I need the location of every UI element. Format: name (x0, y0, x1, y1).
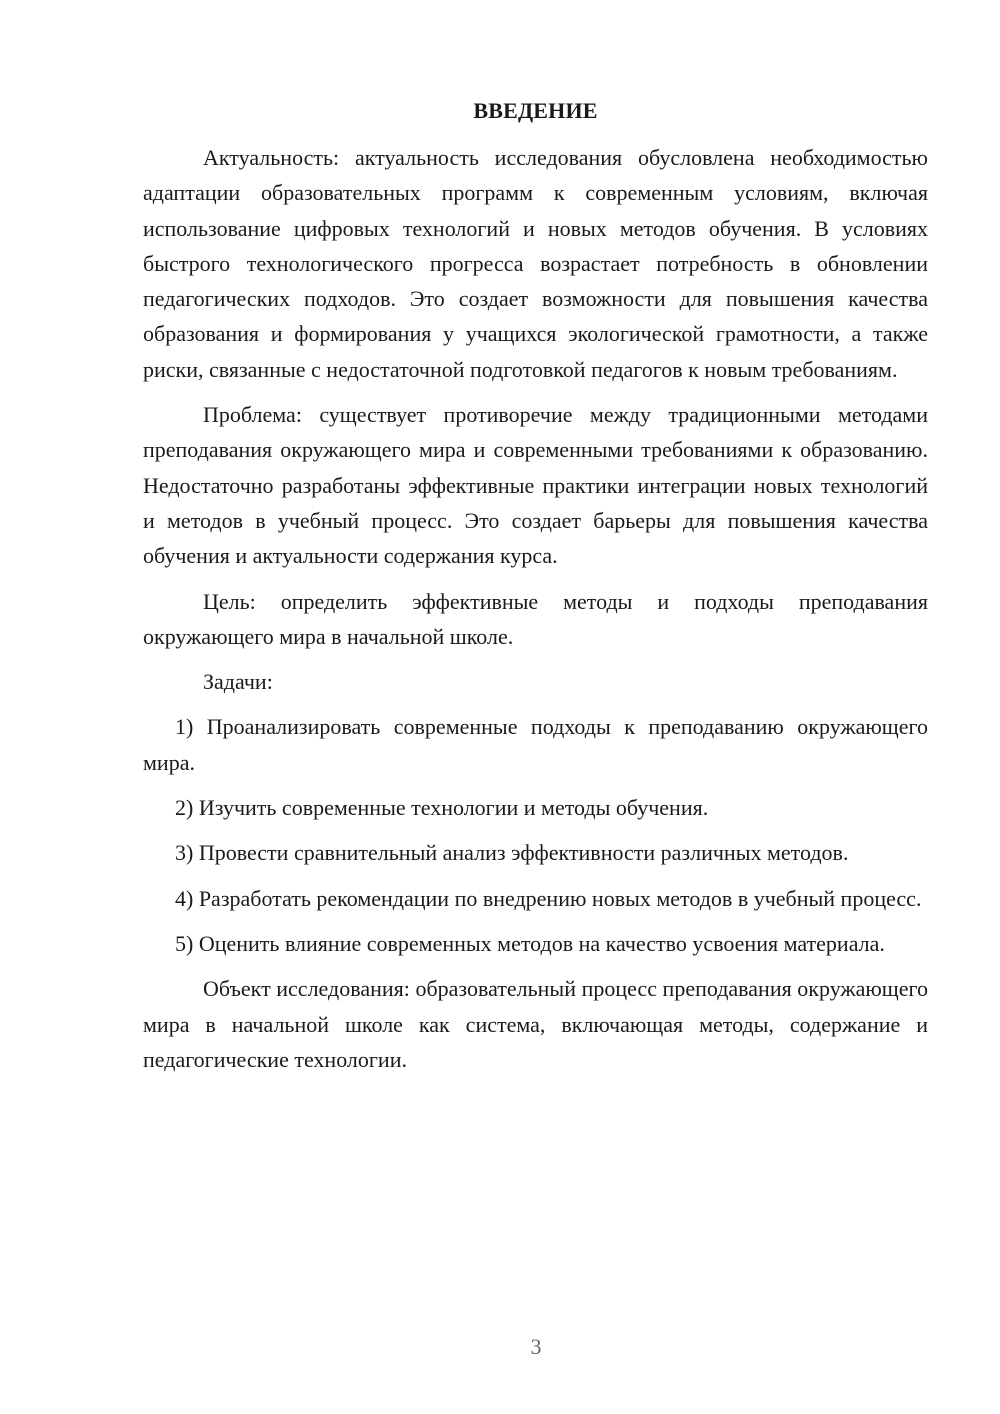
task-item: 5) Оценить влияние современных методов на качество усвоения материала. (175, 930, 885, 956)
relevance-paragraph: Актуальность: актуальность исследования обусловлена необходимостью адаптации образовательных программ к современным условиям, включая использование цифровых технологий и новых методов обучения. В условиях быстрого технологического прогресса возрастает потребность в обновлении педагогических подходов. Это создает возможности для повышения качества образования и формирования у учащихся экологической грамотности, а также риски, связанные с недостаточной подготовкой педагогов к новым требованиям. (143, 145, 928, 382)
task-item: 3) Провести сравнительный анализ эффективности различных методов. (175, 840, 849, 866)
tasks-heading: Задачи: (203, 669, 273, 695)
page-number: 3 (530, 1334, 542, 1359)
object-paragraph: Объект исследования: образовательный процесс преподавания окружающего мира в начальной школе как система, включающая методы, содержание и педагогические технологии. (143, 976, 928, 1072)
task-item: 1) Проанализировать современные подходы к преподаванию окружающего мира. (143, 714, 928, 775)
task-item: 4) Разработать рекомендации по внедрению новых методов в учебный процесс. (175, 885, 922, 911)
task-item: 2) Изучить современные технологии и методы обучения. (175, 795, 709, 821)
problem-paragraph: Проблема: существует противоречие между традиционными методами преподавания окружающего мира и современными требованиями к образованию. Недостаточно разработаны эффективные практики интеграции новых технологий и методов в учебный процесс. Это создает барьеры для повышения качества обучения и актуальности содержания курса. (143, 402, 928, 569)
goal-paragraph: Цель: определить эффективные методы и подходы преподавания окружающего мира в начальной школе. (143, 588, 928, 649)
section-title: ВВЕДЕНИЕ (473, 98, 598, 123)
document-page (143, 96, 928, 1087)
